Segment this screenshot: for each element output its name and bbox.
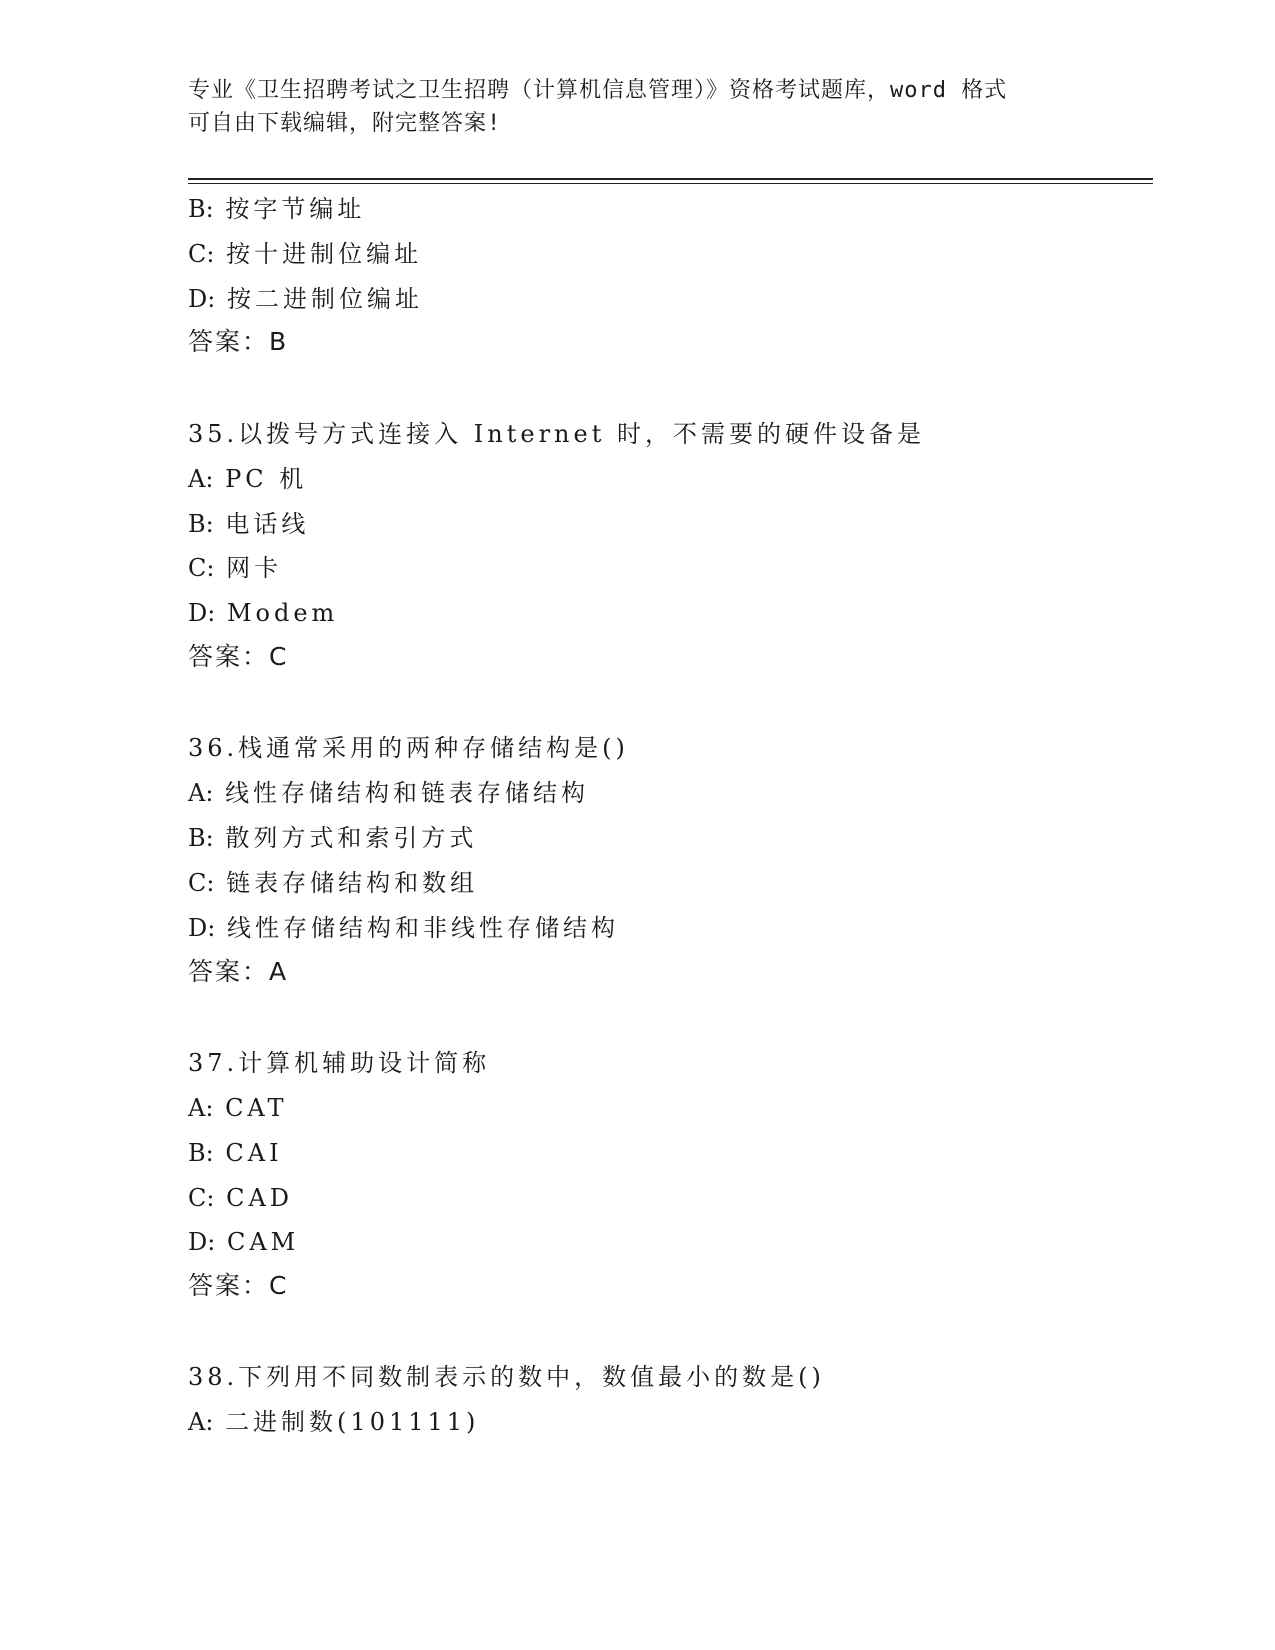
q35-option-c xyxy=(188,553,282,583)
option-text: 线性存储结构和链表存储结构 xyxy=(225,779,590,807)
option-text: CAT xyxy=(225,1094,288,1122)
option-text: 二进制数(101111) xyxy=(225,1408,480,1436)
document-header xyxy=(188,74,1088,140)
option-text: 链表存储结构和数组 xyxy=(226,869,479,897)
option-key: A: xyxy=(188,1094,214,1122)
q38-stem: 38.下列用不同数制表示的数中，数值最小的数是() xyxy=(188,1363,825,1391)
option-text: 网卡 xyxy=(226,554,283,582)
header-line-1: 专业《卫生招聘考试之卫生招聘（计算机信息管理）》资格考试题库，word 格式 xyxy=(188,78,1008,103)
option-key: B: xyxy=(188,510,214,538)
option-key: A: xyxy=(188,465,214,493)
q35-option-a xyxy=(188,464,307,494)
option-key: D: xyxy=(188,914,216,942)
option-text: 按二进制位编址 xyxy=(226,285,423,313)
option-text: CAM xyxy=(226,1228,300,1256)
option-text: Modem xyxy=(226,599,339,627)
q37-option-b xyxy=(188,1138,283,1168)
q35-option-b xyxy=(188,509,309,539)
q36-stem: 36.栈通常采用的两种存储结构是() xyxy=(188,734,629,762)
q34-option-c xyxy=(188,239,422,269)
q37-option-d xyxy=(188,1227,299,1257)
option-key: D: xyxy=(188,599,216,627)
q36-option-a xyxy=(188,778,589,808)
q36-answer: 答案：A xyxy=(188,957,289,986)
option-text: 电话线 xyxy=(225,510,310,538)
q34-option-d xyxy=(188,284,423,314)
option-text: 线性存储结构和非线性存储结构 xyxy=(226,914,619,942)
option-key: C: xyxy=(188,1184,215,1212)
q38-option-a xyxy=(188,1407,479,1437)
q35-option-d xyxy=(188,598,338,628)
header-divider-thin xyxy=(188,183,1153,184)
option-text: CAI xyxy=(225,1139,283,1167)
option-text: 按字节编址 xyxy=(225,195,366,223)
option-key: B: xyxy=(188,1139,214,1167)
option-key: C: xyxy=(188,869,215,897)
q37-option-a xyxy=(188,1093,287,1123)
option-key: B: xyxy=(188,195,214,223)
q35-answer: 答案：C xyxy=(188,642,289,671)
q34-answer: 答案：B xyxy=(188,327,289,356)
option-text: CAD xyxy=(226,1184,294,1212)
option-text: PC 机 xyxy=(225,465,308,493)
q37-stem: 37.计算机辅助设计简称 xyxy=(188,1049,491,1077)
q37-option-c xyxy=(188,1183,293,1213)
q36-option-c xyxy=(188,868,478,898)
option-key: C: xyxy=(188,554,215,582)
option-key: A: xyxy=(188,779,214,807)
option-key: B: xyxy=(188,824,214,852)
q37-answer: 答案：C xyxy=(188,1271,289,1300)
option-text: 散列方式和索引方式 xyxy=(225,824,478,852)
q34-option-b xyxy=(188,194,365,224)
q35-stem: 35.以拨号方式连接入 Internet 时，不需要的硬件设备是 xyxy=(188,420,925,448)
header-divider-thick xyxy=(188,178,1153,180)
option-key: A: xyxy=(188,1408,214,1436)
option-key: D: xyxy=(188,1228,216,1256)
q36-option-d xyxy=(188,913,619,943)
option-key: C: xyxy=(188,240,215,268)
option-key: D: xyxy=(188,285,216,313)
option-text: 按十进制位编址 xyxy=(226,240,423,268)
q36-option-b xyxy=(188,823,477,853)
header-line-2: 可自由下载编辑，附完整答案! xyxy=(188,111,502,136)
